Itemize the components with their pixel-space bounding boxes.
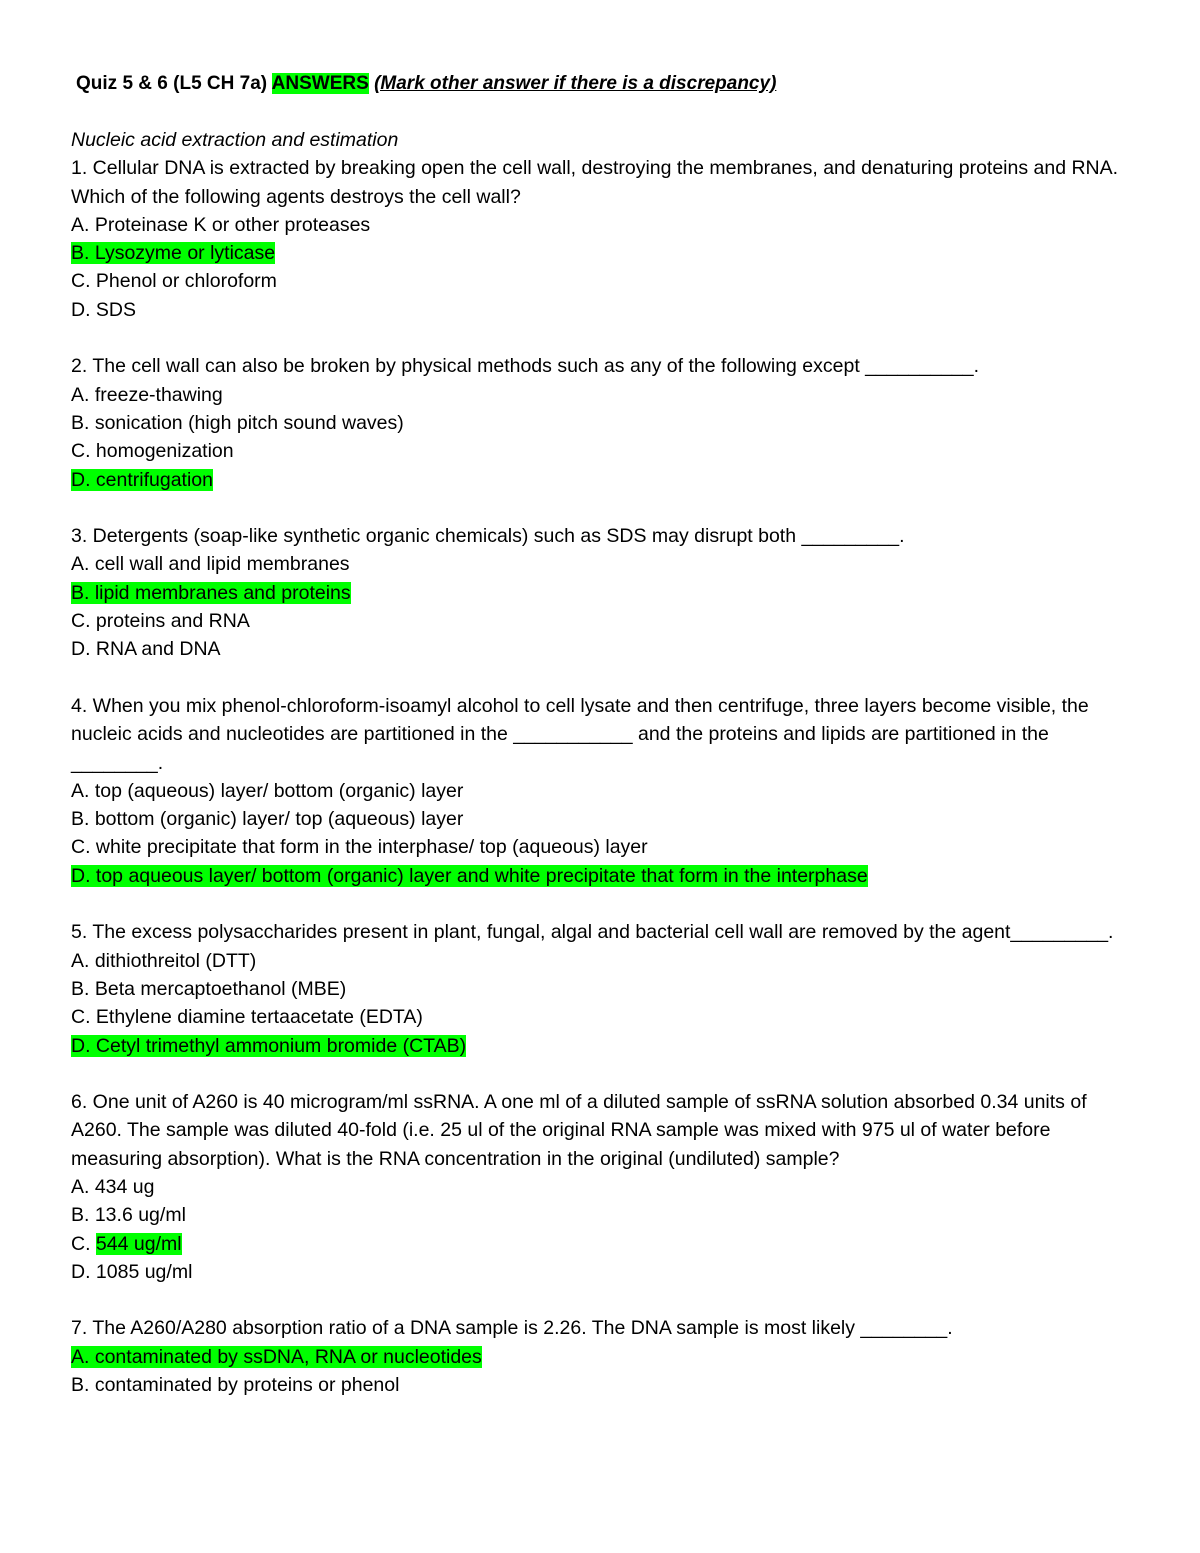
- answer-option: [71, 296, 1141, 324]
- option-text: D. 1085 ug/ml: [71, 1260, 193, 1283]
- option-prefix: C.: [71, 1232, 96, 1255]
- answer-option: [71, 1032, 1141, 1060]
- question-stem: 7. The A260/A280 absorption ratio of a DNA sample is 2.26. The DNA sample is most likely ________.: [71, 1317, 953, 1340]
- answer-option: [71, 409, 1141, 437]
- answer-option: [71, 607, 1141, 635]
- option-text: B. contaminated by proteins or phenol: [71, 1374, 400, 1397]
- question-list: [71, 154, 1141, 1399]
- option-text: A. top (aqueous) layer/ bottom (organic) layer: [71, 779, 464, 802]
- correct-answer-highlight: A. contaminated by ssDNA, RNA or nucleotides: [71, 1345, 482, 1368]
- question-3: [71, 522, 1141, 663]
- question-stem: 6. One unit of A260 is 40 microgram/ml ssRNA. A one ml of a diluted sample of ssRNA solution absorbed 0.34 units of A260. The sample was diluted 40-fold (i.e. 25 ul of the original RNA sample was mixed with 975 ul of water before measuring absorption). What is the RNA concentration in the original (undiluted) sample?: [71, 1091, 1087, 1170]
- question-stem: 5. The excess polysaccharides present in plant, fungal, algal and bacterial cell wall are removed by the agent_________.: [71, 921, 1114, 944]
- option-text: B. sonication (high pitch sound waves): [71, 411, 404, 434]
- answer-option: [71, 550, 1141, 578]
- answer-option: [71, 947, 1141, 975]
- title-main: Quiz 5 & 6 (L5 CH 7a): [76, 73, 272, 94]
- correct-answer-highlight: 544 ug/ml: [95, 1232, 182, 1255]
- option-text: A. Proteinase K or other proteases: [71, 213, 371, 236]
- answer-option: [71, 862, 1141, 890]
- answer-option: [71, 381, 1141, 409]
- question-stem: 4. When you mix phenol-chloroform-isoamyl alcohol to cell lysate and then centrifuge, three layers become visible, the nucleic acids and nucleotides are partitioned in the ___________ and the proteins and lipids are partitioned in the ________.: [71, 694, 1089, 774]
- quiz-title: [76, 70, 776, 98]
- answer-option: [71, 1003, 1141, 1031]
- answer-option: [71, 833, 1141, 861]
- correct-answer-highlight: B. Lysozyme or lyticase: [71, 242, 276, 265]
- answer-option: [71, 1258, 1141, 1286]
- option-text: C. proteins and RNA: [71, 610, 250, 633]
- answer-option: [71, 1343, 1141, 1371]
- quiz-content: [71, 126, 1141, 1399]
- option-text: D. SDS: [71, 298, 137, 321]
- correct-answer-highlight: D. centrifugation: [71, 468, 213, 491]
- answer-option: [71, 579, 1141, 607]
- question-stem: 1. Cellular DNA is extracted by breaking open the cell wall, destroying the membranes, and denaturing proteins and RNA. Which of the following agents destroys the cell wall?: [71, 157, 1119, 208]
- question-4: [71, 692, 1141, 890]
- question-stem: 3. Detergents (soap-like synthetic organic chemicals) such as SDS may disrupt both _________.: [71, 525, 905, 548]
- answer-option: [71, 975, 1141, 1003]
- option-text: C. Phenol or chloroform: [71, 270, 277, 293]
- option-text: A. dithiothreitol (DTT): [71, 949, 257, 972]
- option-text: C. white precipitate that form in the interphase/ top (aqueous) layer: [71, 836, 648, 859]
- question-6: [71, 1088, 1141, 1286]
- question-5: [71, 918, 1141, 1059]
- option-text: D. RNA and DNA: [71, 638, 221, 661]
- title-note: (Mark other answer if there is a discrepancy): [374, 73, 777, 94]
- question-7: [71, 1314, 1141, 1399]
- correct-answer-highlight: D. top aqueous layer/ bottom (organic) layer and white precipitate that form in the interphase: [71, 864, 868, 887]
- option-text: C. homogenization: [71, 440, 234, 463]
- question-2: [71, 352, 1141, 493]
- option-text: B. 13.6 ug/ml: [71, 1204, 186, 1227]
- answer-option: [71, 805, 1141, 833]
- answer-option: [71, 267, 1141, 295]
- answer-option: [71, 466, 1141, 494]
- answer-option: [71, 777, 1141, 805]
- section-heading: Nucleic acid extraction and estimation: [71, 129, 399, 151]
- answer-option: [71, 1173, 1141, 1201]
- question-stem: 2. The cell wall can also be broken by physical methods such as any of the following except __________.: [71, 355, 980, 378]
- option-text: B. bottom (organic) layer/ top (aqueous) layer: [71, 808, 464, 831]
- option-text: A. freeze-thawing: [71, 383, 223, 406]
- correct-answer-highlight: B. lipid membranes and proteins: [71, 581, 351, 604]
- option-text: C. Ethylene diamine tertaacetate (EDTA): [71, 1006, 423, 1029]
- option-text: A. cell wall and lipid membranes: [71, 553, 350, 576]
- answer-option: [71, 635, 1141, 663]
- answer-option: [71, 211, 1141, 239]
- answer-option: [71, 239, 1141, 267]
- answer-option: [71, 437, 1141, 465]
- correct-answer-highlight: D. Cetyl trimethyl ammonium bromide (CTAB): [71, 1034, 467, 1057]
- option-text: B. Beta mercaptoethanol (MBE): [71, 977, 347, 1000]
- answer-option: [71, 1371, 1141, 1399]
- answer-option: [71, 1201, 1141, 1229]
- question-1: [71, 154, 1141, 324]
- option-text: A. 434 ug: [71, 1175, 155, 1198]
- answer-option: [71, 1230, 1141, 1258]
- answers-highlight: ANSWERS: [271, 73, 369, 94]
